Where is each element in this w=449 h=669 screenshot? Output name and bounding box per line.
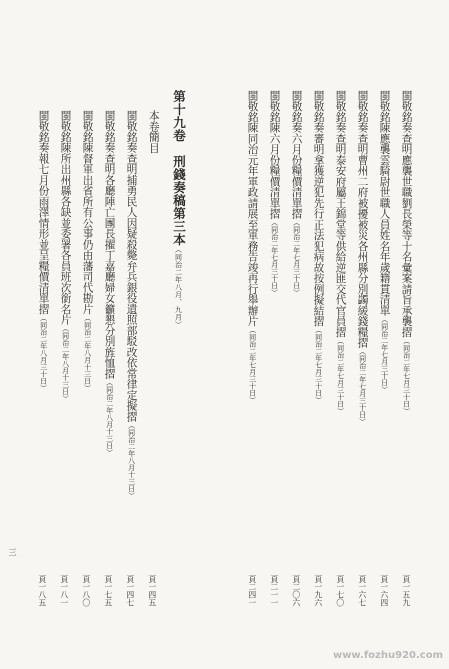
page-number: 三 (8, 548, 17, 556)
entry-title: 閩敬銘奏報七月份雨澤情形並呈糧價清單摺 (37, 110, 50, 315)
entry-date: （同治二年八月十三日） (127, 421, 136, 499)
page-ref: 頁二一一 (269, 575, 279, 607)
entry-title: 閩敬銘奏查明捕勇民人因疑殺斃弁兵銀役遺照部駁改依常律定擬摺 (125, 110, 138, 422)
toc-entry (247, 90, 258, 404)
entry-title: 閩敬銘奏查明各廳陣亡團長擢丁嘉廳婦女籲懇分別旌恤摺 (103, 110, 116, 379)
entry-title: 閩敬銘奏查明泰安府屬王錦堂等供給逆匪交代官員摺 (334, 90, 347, 338)
entry-date: （同治二年七月三十日） (358, 348, 367, 425)
entry-title: 閩敬銘陳應襲雲騎尉世職人員姓名年歲籍貫清單 (378, 90, 391, 316)
entry-title: 閩敬銘陳六月份糧價清單摺 (268, 90, 281, 219)
entry-date: （同治二年七月三十日） (292, 219, 301, 296)
toc-entry (401, 90, 412, 414)
page-ref: 頁一八一 (59, 575, 69, 607)
entry-date: （同治二年七月三十日） (336, 337, 345, 415)
page-ref: 頁一六七 (357, 575, 367, 607)
entry-date: （同治二年七月三十日） (314, 326, 323, 404)
watermark: www.fozhu920.com (332, 650, 443, 661)
entry-title: 閩敬銘陳督軍出省所有公事仍由藩司代勘片 (81, 110, 94, 315)
toc-entry (335, 90, 346, 414)
page-ref: 頁二四一 (247, 575, 257, 607)
page-ref: 頁一八〇 (81, 575, 91, 607)
entry-title: 閩敬銘奏六月份糧價清單摺 (290, 90, 303, 219)
toc-entry (313, 90, 324, 404)
toc-entry (357, 90, 368, 425)
toc-entry (104, 110, 115, 456)
toc-entry (291, 90, 302, 296)
toc-entry (38, 110, 49, 391)
volume-date: （同治二年八月、九月） (174, 246, 183, 329)
entry-date: （同治二年七月三十日） (270, 219, 279, 296)
page-ref: 頁一七五 (103, 575, 113, 607)
entry-title: 閩敬銘奏查明曹州二府被擾被災各州縣分別蠲緩錢糧摺 (356, 90, 369, 348)
page-ref: 頁一六四 (379, 575, 389, 607)
toc-entry (269, 90, 280, 296)
section-label: 本卷簡目 (147, 110, 161, 154)
entry-title: 閩敬銘陳同治元年軍政請展至軍務告竣再行舉辦片 (246, 90, 259, 327)
page-ref: 頁一五九 (401, 575, 411, 607)
toc-entry (379, 90, 390, 393)
entry-date: （同治二年七月三十日） (402, 337, 411, 415)
page-ref: 頁二〇六 (291, 575, 301, 607)
entry-title: 閩敬銘奏查明應襲世職劉長榮等十名彙案請旨承襲摺 (400, 90, 413, 338)
entry-date: （同治二年八月十三日） (83, 314, 92, 392)
page-ref: 頁一四七 (125, 575, 135, 607)
page-ref: 頁一四五 (147, 575, 157, 607)
page-ref: 頁一八五 (37, 575, 47, 607)
entry-date: （同治二年七月三十日） (248, 326, 257, 404)
volume-title-text: 第十九卷 刑錢奏稿第三本 (171, 90, 187, 246)
toc-entry (60, 110, 71, 402)
entry-date: （同治二年七月三十日） (380, 315, 389, 393)
volume-title (172, 90, 185, 329)
entry-title: 閩敬銘奏審明拿獲逆犯先行正法犯病故按例擬結摺 (312, 90, 325, 327)
entry-date: （同治二年八月十三日） (61, 325, 70, 402)
entry-date: （同治二年八月三十日） (39, 314, 48, 392)
entry-date: （同治二年八月十三日） (105, 378, 114, 456)
page-ref: 頁一九六 (313, 575, 323, 607)
toc-entry (126, 110, 137, 499)
entry-title: 閩敬銘陳所出州縣各缺並委署各員班次銜名片 (59, 110, 72, 325)
toc-entry (82, 110, 93, 391)
page-ref: 頁一七〇 (335, 575, 345, 607)
